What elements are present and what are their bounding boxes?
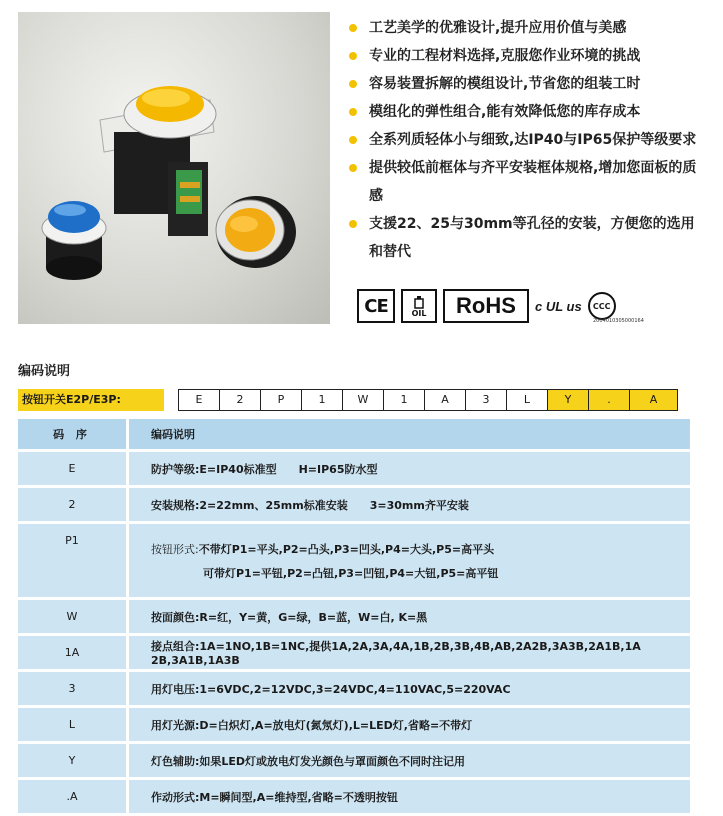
row-code: 1A: [18, 636, 129, 672]
row-code: Y: [18, 744, 129, 780]
row-desc-text: 不带灯P1=平头,P2=凸头,P3=凹头,P4=大头,P5=高平头: [198, 542, 495, 556]
certification-logos: [357, 286, 616, 326]
feature-list: [347, 14, 697, 266]
row-desc: 安装规格:2=22mm、25mm标准安装 3=30mm齐平安装: [129, 488, 690, 524]
row-desc-prefix: 按钮形式:: [151, 542, 199, 556]
code-cell: A: [424, 389, 466, 411]
row-desc: 作动形式:M=瞬间型,A=维持型,省略=不透明按钮: [129, 780, 690, 816]
product-photo: [18, 12, 330, 324]
table-row: [18, 780, 690, 816]
table-row: [18, 744, 690, 780]
feature-item: 全系列质轻体小与细致,达IP40与IP65保护等级要求: [347, 126, 697, 154]
code-cell: W: [342, 389, 384, 411]
row-code: P1: [18, 524, 129, 600]
row-code: 3: [18, 672, 129, 708]
row-desc: 按面颜色:R=红，Y=黄，G=绿，B=蓝，W=白, K=黑: [129, 600, 690, 636]
code-cell: P: [260, 389, 302, 411]
table-row: [18, 636, 690, 672]
code-cell: 3: [465, 389, 507, 411]
code-cell: 1: [383, 389, 425, 411]
row-code: E: [18, 452, 129, 488]
table-row: [18, 452, 690, 488]
table-row: [18, 708, 690, 744]
row-code: W: [18, 600, 129, 636]
feature-item: 模组化的弹性组合,能有效降低您的库存成本: [347, 98, 697, 126]
row-desc-line-2: 可带灯P1=平钮,P2=凸钮,P3=凹钮,P4=大钮,P5=高平钮: [203, 566, 499, 580]
row-desc-line: [151, 541, 689, 557]
push-button-illustration: [18, 12, 330, 324]
table-header-row: [18, 419, 690, 452]
row-desc: 接点组合:1A=1NO,1B=1NC,提供1A,2A,3A,4A,1B,2B,3B,4B,AB,2A2B,3A3B,2A1B,1A 2B,3A1B,1A3B: [129, 636, 690, 672]
code-label: 按钮开关E2P/E3P:: [18, 389, 164, 411]
oil-resistant-logo: [401, 289, 437, 323]
oil-can-icon: [412, 295, 426, 309]
code-cell: A: [629, 389, 678, 411]
ccc-logo: CCC: [588, 292, 616, 320]
row-desc: 防护等级:E=IP40标准型 H=IP65防水型: [129, 452, 690, 488]
ce-mark-logo: CE: [357, 289, 395, 323]
row-desc: 用灯电压:1=6VDC,2=12VDC,3=24VDC,4=110VAC,5=220VAC: [129, 672, 690, 708]
section-title: 编码说明: [18, 364, 71, 379]
table-row: [18, 672, 690, 708]
table-row: [18, 600, 690, 636]
row-code: L: [18, 708, 129, 744]
table-row: [18, 524, 690, 600]
row-desc: 灯色辅助:如果LED灯或放电灯发光颜色与罩面颜色不同时注记用: [129, 744, 690, 780]
code-cell: E: [178, 389, 220, 411]
code-row: [18, 389, 678, 411]
header-desc: 编码说明: [129, 419, 690, 452]
code-cell: L: [506, 389, 548, 411]
header-code: 码 序: [18, 419, 129, 452]
coding-spec-table: [18, 419, 690, 816]
row-code: 2: [18, 488, 129, 524]
feature-item: 工艺美学的优雅设计,提升应用价值与美感: [347, 14, 697, 42]
table-row: [18, 488, 690, 524]
feature-item: 支援22、25与30mm等孔径的安装，方便您的选用和替代: [347, 210, 697, 266]
code-cell: 2: [219, 389, 261, 411]
ccc-number: 2004010305000164: [593, 318, 644, 324]
feature-item: 容易装置拆解的模组设计,节省您的组装工时: [347, 70, 697, 98]
code-cell: 1: [301, 389, 343, 411]
rohs-logo: RoHS: [443, 289, 529, 323]
code-cell: Y: [547, 389, 589, 411]
row-code: .A: [18, 780, 129, 816]
row-desc: 用灯光源:D=白炽灯,A=放电灯(氮氖灯),L=LED灯,省略=不带灯: [129, 708, 690, 744]
cul-us-logo: c UL us: [535, 298, 582, 314]
code-cell: .: [588, 389, 630, 411]
feature-item: 提供较低前框体与齐平安装框体规格,增加您面板的质感: [347, 154, 697, 210]
row-desc: [129, 524, 690, 600]
oil-label: OIL: [411, 308, 427, 318]
feature-item: 专业的工程材料选择,克服您作业环境的挑战: [347, 42, 697, 70]
